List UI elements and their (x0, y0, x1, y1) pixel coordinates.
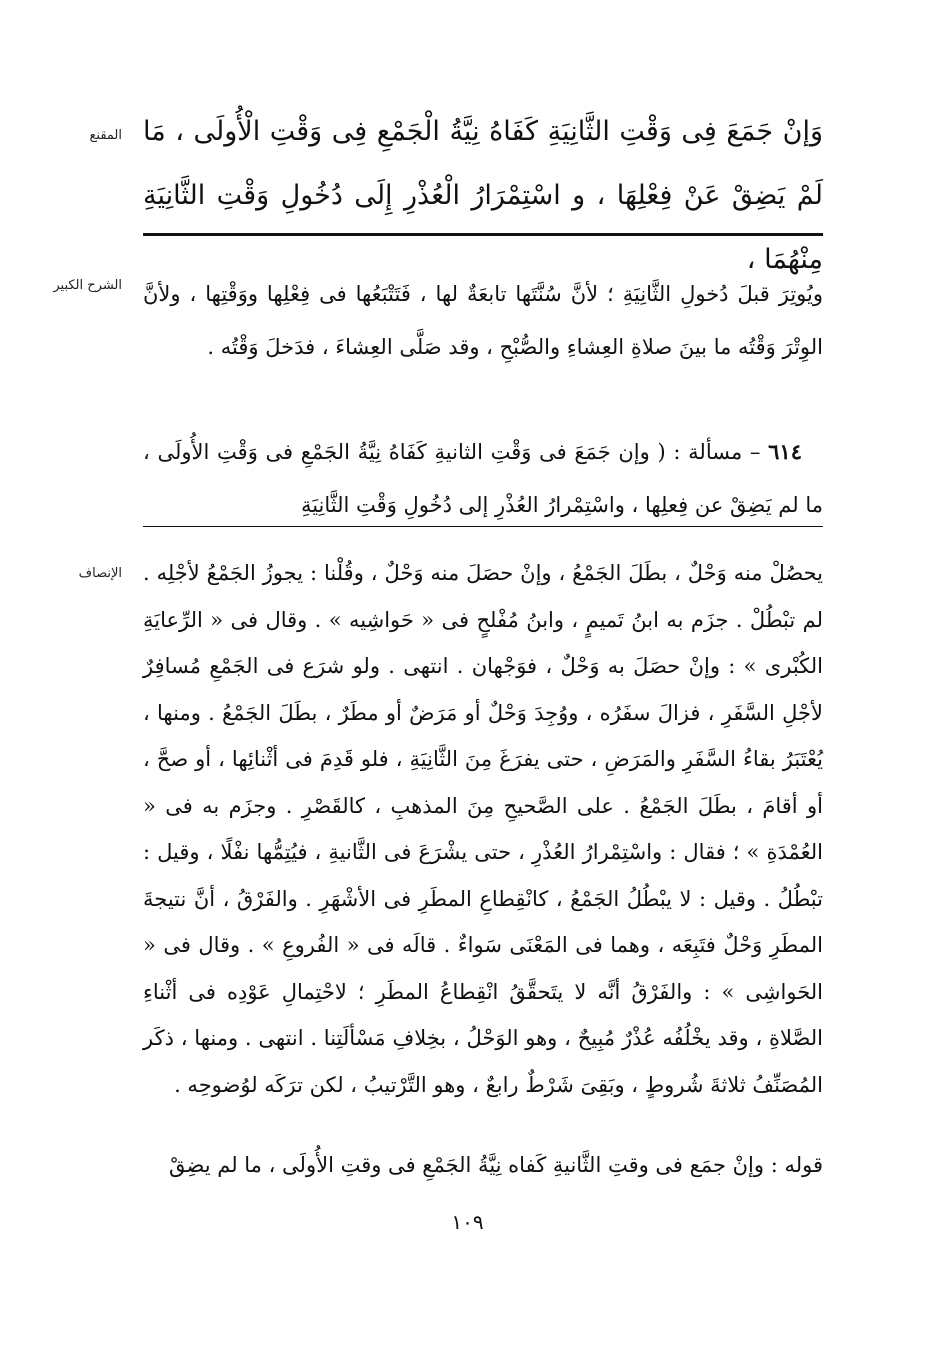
sharh-section (143, 268, 823, 374)
qawl-text: قوله : وإنْ جمَع فى وقتِ الثَّانيةِ كَفاه نِيَّةُ الجَمْعِ فى وقتِ الأُولَى ، ما لم يضِقْ (168, 1153, 823, 1177)
sharh-text: ويُوتِرَ قبلَ دُخولِ الثَّانِيَةِ ؛ لأنَّ سُنَّتَها تابعَةٌ لها ، فَتَتْبَعُها فى فِعْلِها ووَقْتِها ، ولأنَّ الوِتْرَ وَقْتُه ما بينَ صلاةِ العِشاءِ والصُّبْحِ ، وقد صَلَّى العِشاءَ ، فدَخلَ وَقْتُه . (143, 282, 823, 359)
insaf-text: يحصُلْ منه وَحْلٌ ، بطَلَ الجَمْعُ ، وإنْ حصَلَ منه وَحْلٌ ، وقُلْنا : يجوزُ الجَمْعُ لأجْلِه . لم تبْطُلْ . جزَم به ابنُ تَميمٍ ، وابنُ مُفْلحٍ فى « حَواشِيه » . وقال فى « الرِّعايَةِ الكُبْرى » : وإنْ حصَلَ به وَحْلٌ ، فوَجْهان . انتهى . ولو شرَع فى الجَمْعِ مُسافِرٌ لأجْلِ السَّفَرِ ، فزالَ سفَرُه ، ووُجِدَ وَحْلٌ أو مَرَضٌ أو مطَرٌ ، بطَلَ الجَمْعُ . ومنها ، يُعْتَبَرُ بقاءُ السَّفَرِ والمَرَضِ ، حتى يفرَغَ مِنَ الثَّانِيَةِ ، فلو قَدِمَ فى أثْنائِها ، أو صحَّ ، أو أقامَ ، بطَلَ الجَمْعُ . على الصَّحيحِ مِنَ المذهبِ ، كالقَصْرِ . وجزَم به فى « العُمْدَةِ » ؛ فقال : واسْتِمْرارُ العُذْرِ ، حتى يشْرَعَ فى الثَّانيةِ ، فيُتِمُّها نفْلًا ، وقيل : تبْطُلُ . وقيل : لا يبْطُلُ الجَمْعُ ، كانْقِطاعِ المطَرِ فى الأشْهَرِ . والفَرْقُ ، أنَّ نتيجةَ المطَرِ وَحْلٌ فتَبِعَه ، وهما فى المَعْنَى سَواءٌ . قالَه فى « الفُروعِ » . وقال فى « الحَواشِى » : والفَرْقُ أنَّه لا يتَحقَّقُ انْقِطاعُ المطَرِ ؛ لاحْتِمالِ عَوْدِه فى أثْناءِ الصَّلاةِ ، وقد يخْلُفُه عُذْرٌ مُبِيحٌ ، وهو الوَحْلُ ، بخِلافِ مَسْألَتِنا . انتهى . ومنها ، ذكَر المُصَنِّفُ ثلاثةَ شُروطٍ ، وبَقِىَ شَرْطٌ رابعٌ ، وهو التَّرْتيبُ ، لكن ترَكَه لوُضوحِه . (143, 561, 823, 1097)
label-muqni: المقنع (89, 128, 122, 143)
section-divider-thin (143, 526, 823, 527)
qawl-section (143, 1150, 823, 1180)
page-number: ١٠٩ (451, 1210, 484, 1234)
masala-text: – مسألة : ( وإن جَمَعَ فى وَقْتِ الثانيةِ كَفَاهُ نِيَّةُ الجَمْعِ فى وَقْتِ الأُولَى ، ما لم يَضِقْ عن فِعلِها ، واسْتِمْرارُ العُذْرِ إلى دُخُولِ وَقْتِ الثَّانِيَةِ (143, 440, 823, 517)
masala-paragraph (143, 425, 823, 532)
insaf-section (143, 550, 823, 1108)
muqni-section (143, 100, 823, 292)
section-divider-thick (143, 233, 823, 236)
label-sharh-kabir: الشرح الكبير (53, 278, 122, 293)
muqni-text: وَإنْ جَمَعَ فِى وَقْتِ الثَّانِيَةِ كَفَاهُ نِيَّةُ الْجَمْعِ فِى وَقْتِ الْأُولَى ، مَا لَمْ يَضِقْ عَنْ فِعْلِهَا ، و اسْتِمْرَارُ الْعُذْرِ إِلَى دُخُولِ وَقْتِ الثَّانِيَةِ مِنْهُمَا ، (143, 116, 823, 275)
label-insaf: الإنصاف (78, 566, 122, 581)
masala-number: ٦١٤ (768, 439, 802, 464)
masala-section (143, 425, 823, 532)
